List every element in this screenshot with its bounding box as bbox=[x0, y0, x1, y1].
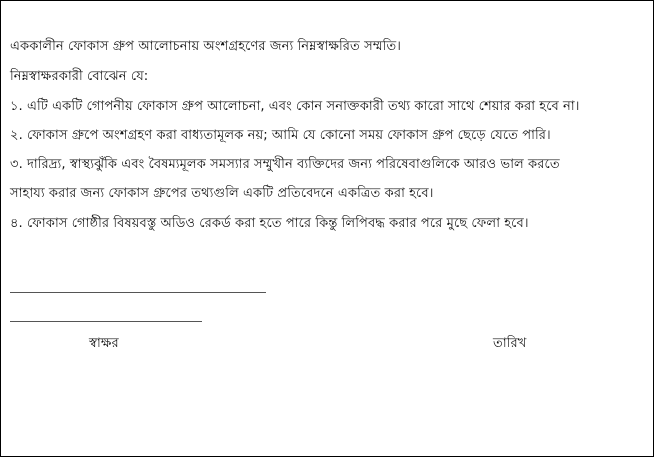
date-label: তারিখ bbox=[493, 336, 527, 351]
consent-item-1: ১. এটি একটি গোপনীয় ফোকাস গ্রুপ আলোচনা, এবং কোন সনাক্তকারী তথ্য কারো সাথে শেয়ার করা হবে না। bbox=[10, 99, 580, 114]
consent-intro: নিম্নস্বাক্ষরকারী বোঝেন যে: bbox=[10, 69, 149, 84]
consent-item-3-line-2: সাহায্য করার জন্য ফোকাস গ্রুপের তথ্যগুলি একটি প্রতিবেদনে একত্রিত করা হবে। bbox=[10, 186, 434, 201]
signature-label: স্বাক্ষর bbox=[89, 336, 119, 351]
consent-item-3-line-1: ৩. দারিদ্র্য, স্বাস্থ্যঝুঁকি এবং বৈষম্যমূলক সমস্যার সম্মুখীন ব্যক্তিদের জন্য পরিষেবাগুলিকে আরও ভাল করতে bbox=[10, 157, 560, 172]
consent-title: এককালীন ফোকাস গ্রুপ আলোচনায় অংশগ্রহণের জন্য নিম্নস্বাক্ষরিত সম্মতি। bbox=[10, 39, 401, 54]
signature-line bbox=[10, 292, 266, 293]
date-line bbox=[10, 321, 202, 322]
consent-item-2: ২. ফোকাস গ্রুপে অংশগ্রহণ করা বাধ্যতামূলক নয়; আমি যে কোনো সময় ফোকাস গ্রুপ ছেড়ে যেতে পারি। bbox=[10, 128, 551, 143]
consent-item-4: ৪. ফোকাস গোষ্ঠীর বিষয়বস্তু অডিও রেকর্ড করা হতে পারে কিন্তু লিপিবদ্ধ করার পরে মুছে ফেলা হবে। bbox=[10, 216, 529, 231]
